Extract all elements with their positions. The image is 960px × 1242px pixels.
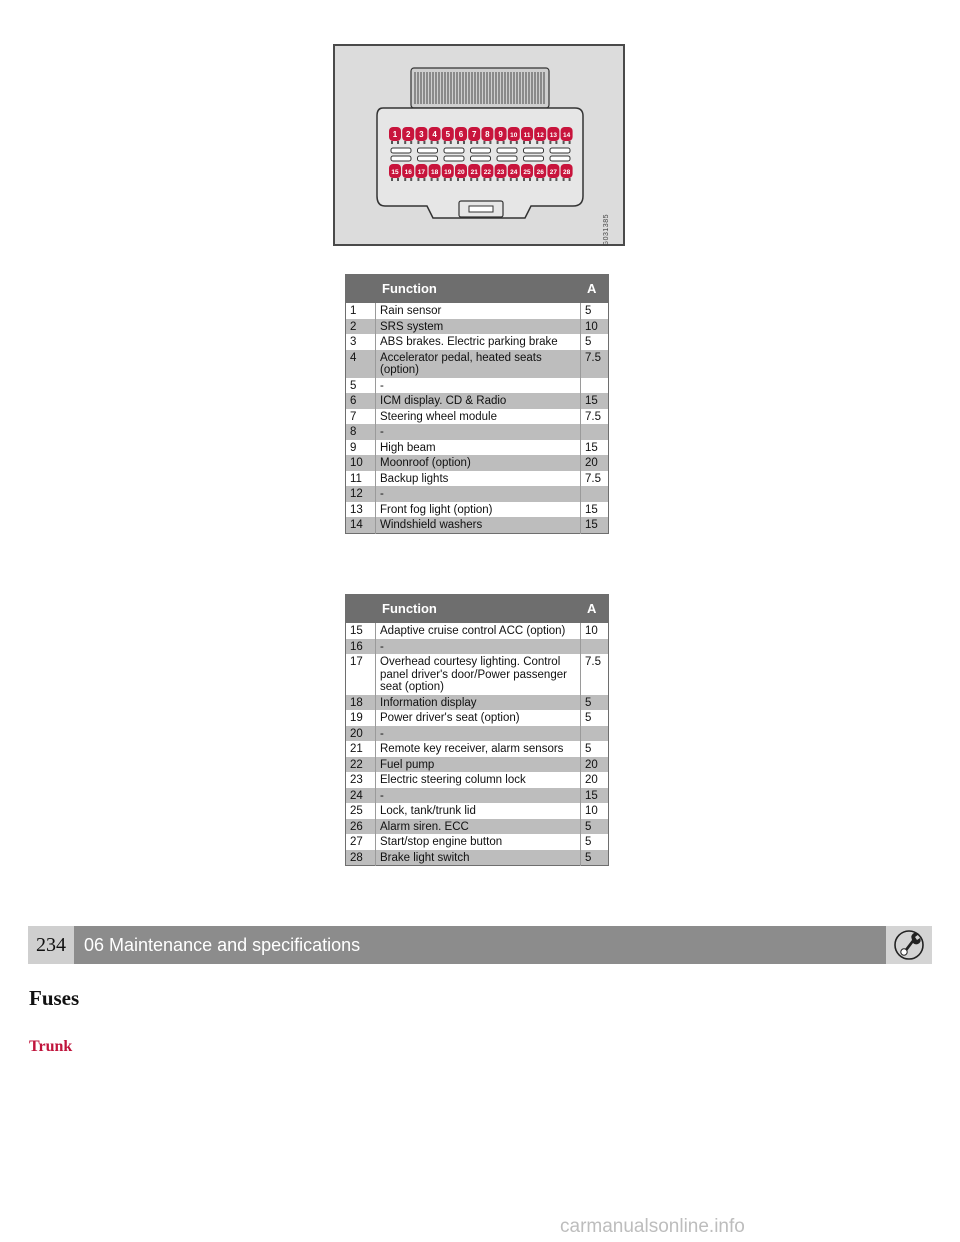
relay-slot	[444, 148, 464, 153]
fuse-leg	[529, 141, 531, 144]
fuse-amperage: 5	[581, 741, 609, 757]
header-function: Function	[376, 275, 581, 303]
fuse-function: Alarm siren. ECC	[376, 819, 581, 835]
fuse-amperage: 15	[581, 517, 609, 533]
fuse-function: SRS system	[376, 319, 581, 335]
fuse-function: High beam	[376, 440, 581, 456]
page-heading: Fuses	[29, 986, 80, 1010]
fuse-leg	[542, 178, 544, 181]
fuse-slot-number: 3	[419, 130, 424, 139]
fuse-leg	[417, 178, 419, 181]
fuse-slot-number: 20	[457, 169, 465, 176]
fuse-amperage: 20	[581, 455, 609, 471]
fuse-slot-number: 25	[523, 169, 531, 176]
table-row	[346, 654, 609, 695]
fuse-leg	[549, 178, 551, 181]
fuse-leg	[549, 141, 551, 144]
fuse-amperage: 15	[581, 440, 609, 456]
fuse-number: 27	[346, 834, 376, 850]
fuse-amperage: 7.5	[581, 471, 609, 487]
fuse-leg	[423, 141, 425, 144]
fuse-function: Electric steering column lock	[376, 772, 581, 788]
fuse-amperage	[581, 486, 609, 502]
fuse-leg	[404, 141, 406, 144]
fuse-function: Moonroof (option)	[376, 455, 581, 471]
fuse-number: 23	[346, 772, 376, 788]
fuse-leg	[410, 178, 412, 181]
fuse-leg	[397, 178, 399, 181]
fuse-leg	[463, 141, 465, 144]
fuse-leg	[563, 141, 565, 144]
fuse-leg	[470, 178, 472, 181]
chapter-bar	[28, 926, 932, 964]
fuse-leg	[536, 141, 538, 144]
fuse-box-diagram	[335, 46, 623, 247]
table-row	[346, 486, 609, 502]
table-row	[346, 455, 609, 471]
fuse-function: -	[376, 639, 581, 655]
header-number	[346, 595, 376, 623]
table-row	[346, 726, 609, 742]
fuse-function: Backup lights	[376, 471, 581, 487]
fuse-leg	[410, 141, 412, 144]
fuse-leg	[555, 178, 557, 181]
table-row	[346, 772, 609, 788]
table-row	[346, 803, 609, 819]
fuse-function: Accelerator pedal, heated seats (option)	[376, 350, 581, 378]
fuse-number: 20	[346, 726, 376, 742]
relay-slot	[497, 156, 517, 161]
fuse-number: 8	[346, 424, 376, 440]
fuse-leg	[536, 178, 538, 181]
fuse-slot-number: 5	[445, 130, 451, 139]
fuse-leg	[450, 141, 452, 144]
header-amperage: A	[581, 275, 609, 303]
fuse-amperage: 5	[581, 850, 609, 866]
fuse-function: Adaptive cruise control ACC (option)	[376, 623, 581, 639]
table-row	[346, 440, 609, 456]
fuse-leg	[523, 141, 525, 144]
fuse-amperage	[581, 639, 609, 655]
table-row	[346, 819, 609, 835]
fuse-amperage: 20	[581, 757, 609, 773]
fuse-amperage: 5	[581, 695, 609, 711]
fuse-function: -	[376, 486, 581, 502]
table-row	[346, 741, 609, 757]
fuse-leg	[437, 141, 439, 144]
fuse-leg	[563, 178, 565, 181]
fuse-leg	[516, 141, 518, 144]
fuse-function: -	[376, 788, 581, 804]
relay-slot	[497, 148, 517, 153]
fuse-leg	[503, 141, 505, 144]
fuse-amperage: 15	[581, 788, 609, 804]
table-row	[346, 517, 609, 533]
fuse-slot-number: 2	[405, 130, 411, 139]
fuse-number: 18	[346, 695, 376, 711]
wrench-icon	[886, 926, 932, 964]
chapter-title: 06 Maintenance and specifications	[84, 935, 361, 955]
fuse-slot-number: 4	[432, 130, 437, 139]
fuse-number: 1	[346, 303, 376, 319]
fuse-leg	[542, 141, 544, 144]
fuse-amperage: 10	[581, 803, 609, 819]
relay-slot	[524, 148, 544, 153]
fuse-amperage: 10	[581, 623, 609, 639]
fuse-function: Brake light switch	[376, 850, 581, 866]
table-row	[346, 424, 609, 440]
fuse-leg	[489, 178, 491, 181]
table-row	[346, 710, 609, 726]
fuse-slot-number: 7	[471, 130, 477, 139]
fuse-number: 16	[346, 639, 376, 655]
fuse-function: Steering wheel module	[376, 409, 581, 425]
fuse-number: 2	[346, 319, 376, 335]
fuse-number: 28	[346, 850, 376, 866]
fuse-box-illustration	[333, 44, 625, 246]
fuse-function: Rain sensor	[376, 303, 581, 319]
fuse-leg	[569, 141, 571, 144]
fuse-slot-number: 28	[562, 169, 571, 176]
fuse-table-2-body	[346, 623, 609, 866]
table-row	[346, 334, 609, 350]
fuse-number: 26	[346, 819, 376, 835]
fuse-amperage: 5	[581, 834, 609, 850]
relay-slot	[550, 156, 570, 161]
fuse-leg	[457, 178, 459, 181]
fuse-leg	[450, 178, 452, 181]
fuse-slot-number: 17	[417, 169, 426, 176]
fuse-number: 5	[346, 378, 376, 394]
fuse-leg	[523, 178, 525, 181]
relay-slot	[550, 148, 570, 153]
fuse-leg	[529, 178, 531, 181]
fuse-slot-number: 11	[523, 132, 531, 139]
header-amperage: A	[581, 595, 609, 623]
relay-slot	[471, 148, 491, 153]
fuse-table-1-body	[346, 303, 609, 534]
table-row	[346, 639, 609, 655]
fuse-number: 11	[346, 471, 376, 487]
page-number: 234	[28, 926, 74, 964]
fuse-leg	[503, 178, 505, 181]
table-row	[346, 319, 609, 335]
fuse-slot-number: 19	[444, 169, 452, 176]
fuse-function: Start/stop engine button	[376, 834, 581, 850]
fuse-number: 22	[346, 757, 376, 773]
fuse-leg	[423, 178, 425, 181]
fuse-slot-number: 13	[549, 132, 558, 139]
fuse-leg	[431, 178, 433, 181]
fuse-slot-number: 14	[562, 132, 571, 139]
fuse-leg	[516, 178, 518, 181]
fuse-leg	[463, 178, 465, 181]
fuse-slot-number: 24	[510, 169, 518, 176]
fuse-leg	[404, 178, 406, 181]
fuse-amperage: 5	[581, 303, 609, 319]
fuse-number: 4	[346, 350, 376, 378]
table-row	[346, 393, 609, 409]
fuse-slot-number: 8	[485, 130, 490, 139]
table-header	[346, 595, 609, 623]
table-row	[346, 409, 609, 425]
table-row	[346, 757, 609, 773]
fuse-amperage: 5	[581, 710, 609, 726]
fuse-amperage: 10	[581, 319, 609, 335]
relay-slot	[444, 156, 464, 161]
relay-slot	[391, 148, 411, 153]
table-row	[346, 788, 609, 804]
fuse-leg	[510, 141, 512, 144]
fuse-amperage: 7.5	[581, 409, 609, 425]
fuse-function: -	[376, 424, 581, 440]
relay-slot	[418, 148, 438, 153]
fuse-leg	[476, 141, 478, 144]
table-row	[346, 850, 609, 866]
watermark-text: carmanualsonline.info	[560, 1216, 745, 1237]
fuse-number: 14	[346, 517, 376, 533]
fuse-slot-number: 6	[458, 130, 464, 139]
fuse-amperage	[581, 726, 609, 742]
fuse-leg	[431, 141, 433, 144]
fuse-slot-number: 10	[510, 132, 518, 139]
fuse-function: ABS brakes. Electric parking brake	[376, 334, 581, 350]
fuse-slot-number: 21	[470, 169, 478, 176]
fuse-slot-number: 9	[498, 130, 503, 139]
fuse-table-1	[345, 274, 609, 534]
fuse-function: Lock, tank/trunk lid	[376, 803, 581, 819]
fuse-number: 10	[346, 455, 376, 471]
fuse-amperage: 15	[581, 502, 609, 518]
fuse-amperage	[581, 424, 609, 440]
fuse-amperage: 5	[581, 334, 609, 350]
fuse-function: Front fog light (option)	[376, 502, 581, 518]
fuse-number: 21	[346, 741, 376, 757]
relay-slot	[391, 156, 411, 161]
fuse-number: 9	[346, 440, 376, 456]
table-row	[346, 623, 609, 639]
fuse-function: Power driver's seat (option)	[376, 710, 581, 726]
fuse-slot-number: 23	[496, 169, 505, 176]
fuse-table-2	[345, 594, 609, 866]
fuse-leg	[497, 141, 499, 144]
fuse-function: -	[376, 726, 581, 742]
page-subheading: Trunk	[29, 1038, 73, 1055]
header-function: Function	[376, 595, 581, 623]
fuse-leg	[569, 178, 571, 181]
fuse-leg	[470, 141, 472, 144]
relay-slot	[418, 156, 438, 161]
fuse-number: 3	[346, 334, 376, 350]
relay-slot	[471, 156, 491, 161]
fuse-leg	[457, 141, 459, 144]
fuse-number: 6	[346, 393, 376, 409]
fuse-function: -	[376, 378, 581, 394]
fuse-leg	[483, 141, 485, 144]
fuse-leg	[437, 178, 439, 181]
fuse-function: Remote key receiver, alarm sensors	[376, 741, 581, 757]
fuse-leg	[391, 178, 393, 181]
fuse-amperage: 15	[581, 393, 609, 409]
fuse-amperage: 20	[581, 772, 609, 788]
table-row	[346, 695, 609, 711]
fuse-leg	[510, 178, 512, 181]
fuse-slot-number: 22	[483, 169, 492, 176]
header-number	[346, 275, 376, 303]
table-row	[346, 303, 609, 319]
table-row	[346, 502, 609, 518]
fuse-number: 17	[346, 654, 376, 695]
fuse-number: 15	[346, 623, 376, 639]
fuse-amperage: 5	[581, 819, 609, 835]
fuse-number: 24	[346, 788, 376, 804]
fuse-leg	[555, 141, 557, 144]
fuse-leg	[476, 178, 478, 181]
fuse-slot-number: 15	[391, 169, 399, 176]
table-row	[346, 834, 609, 850]
table-header	[346, 275, 609, 303]
fuse-leg	[391, 141, 393, 144]
fuse-leg	[397, 141, 399, 144]
fuse-number: 25	[346, 803, 376, 819]
fuse-amperage: 7.5	[581, 654, 609, 695]
fuse-leg	[444, 141, 446, 144]
figure-id-label: G031385	[603, 214, 610, 247]
fuse-number: 12	[346, 486, 376, 502]
fuse-function: ICM display. CD & Radio	[376, 393, 581, 409]
fuse-function: Windshield washers	[376, 517, 581, 533]
fuse-slot-number: 27	[549, 169, 558, 176]
fuse-number: 7	[346, 409, 376, 425]
fuse-leg	[497, 178, 499, 181]
relay-slot	[524, 156, 544, 161]
fuse-amperage: 7.5	[581, 350, 609, 378]
table-row	[346, 350, 609, 378]
fuse-number: 13	[346, 502, 376, 518]
table-row	[346, 378, 609, 394]
fuse-function: Fuel pump	[376, 757, 581, 773]
fuse-slot-number: 12	[536, 132, 544, 139]
fuse-amperage	[581, 378, 609, 394]
fuse-slot-number: 1	[392, 130, 398, 139]
table-row	[346, 471, 609, 487]
fuse-leg	[489, 141, 491, 144]
fuse-slot-number: 16	[404, 169, 412, 176]
fuse-leg	[417, 141, 419, 144]
fuse-function: Overhead courtesy lighting. Control panel driver's door/Power passenger seat (option)	[376, 654, 581, 695]
fuse-function: Information display	[376, 695, 581, 711]
fuse-number: 19	[346, 710, 376, 726]
fuse-leg	[444, 178, 446, 181]
fuse-slot-number: 26	[536, 169, 544, 176]
fuse-leg	[483, 178, 485, 181]
fuse-slot-number: 18	[430, 169, 439, 176]
